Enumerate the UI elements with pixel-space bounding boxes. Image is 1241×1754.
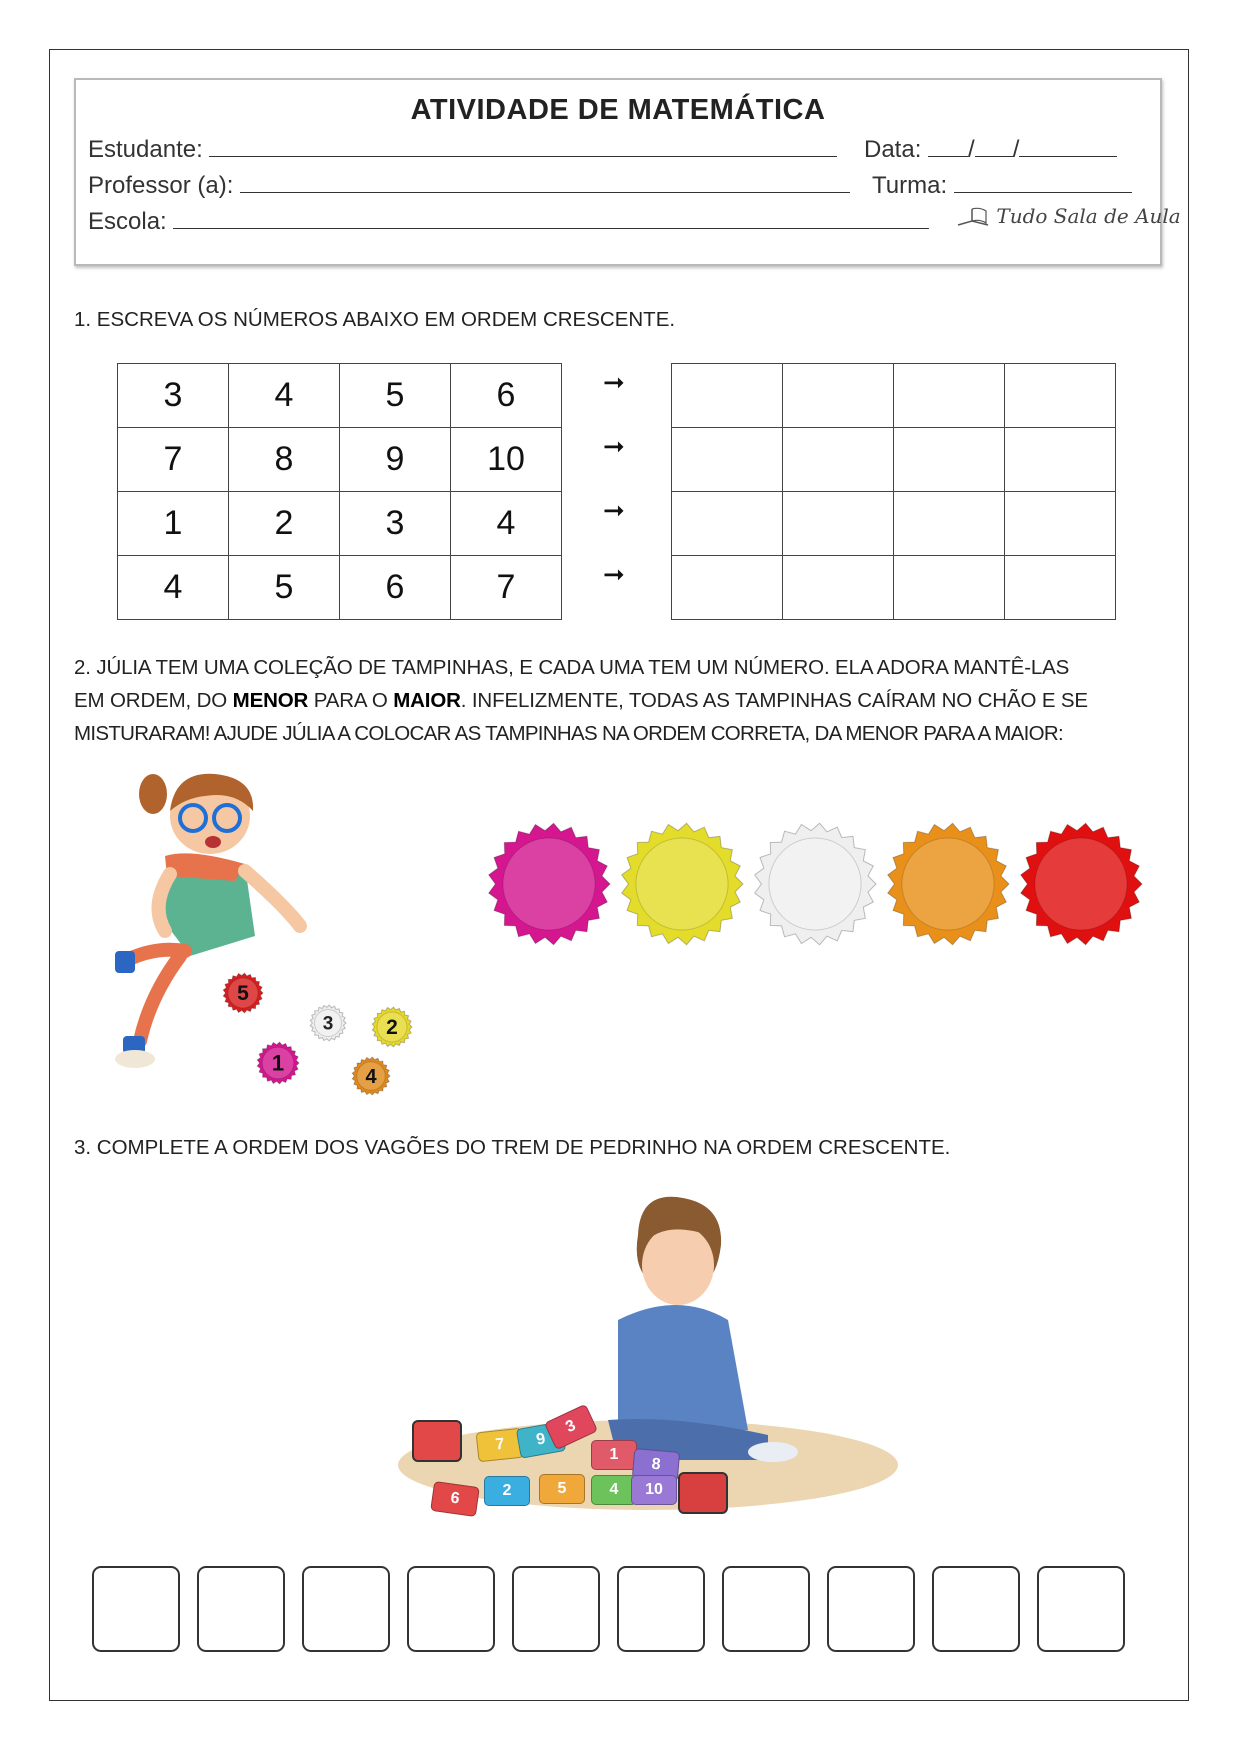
arrow-icon: ➞ — [603, 495, 625, 525]
arrow-icon: ➞ — [603, 431, 625, 461]
bottle-cap — [1019, 822, 1143, 951]
q1-answer-cell[interactable] — [672, 428, 783, 492]
arrow-icon: ➞ — [603, 559, 625, 589]
q1-row — [118, 492, 562, 556]
bottle-cap — [620, 822, 744, 951]
q2-line-3: MISTURARAM! AJUDE JÚLIA A COLOCAR AS TAMPINHAS NA ORDEM CORRETA, DA MENOR PARA A MAIOR: — [74, 722, 1063, 745]
bottle-cap — [487, 822, 611, 951]
date-month-field[interactable] — [975, 134, 1013, 157]
teacher-label: Professor (a): — [88, 172, 234, 199]
q1-number-cell: 5 — [229, 556, 340, 620]
q1-answer-cell[interactable] — [1005, 492, 1116, 556]
q1-answer-cell[interactable] — [894, 428, 1005, 492]
answer-box[interactable] — [617, 1566, 705, 1652]
q1-answer-cell[interactable] — [1005, 556, 1116, 620]
school-field[interactable] — [173, 206, 929, 229]
q1-number-cell: 5 — [340, 364, 451, 428]
q1-row — [118, 428, 562, 492]
logo-text: Tudo Sala de Aula — [996, 204, 1181, 228]
train-wagon: 3 — [544, 1404, 598, 1451]
fallen-cap — [371, 1006, 413, 1053]
date-day-field[interactable] — [928, 134, 968, 157]
logo — [956, 204, 1181, 229]
bottle-cap — [753, 822, 877, 951]
q1-number-cell: 7 — [118, 428, 229, 492]
cap-number: 1 — [271, 1050, 285, 1076]
fallen-cap — [222, 972, 264, 1019]
q1-number-cell: 4 — [229, 364, 340, 428]
train-wagon: 4 — [591, 1475, 637, 1505]
cap-number: 2 — [386, 1016, 398, 1040]
q1-number-cell: 6 — [340, 556, 451, 620]
train-wagon: 8 — [632, 1448, 680, 1482]
q1-row — [118, 556, 562, 620]
fallen-cap — [351, 1056, 391, 1101]
cap-number: 3 — [322, 1013, 334, 1035]
q2-bold-maior: MAIOR — [393, 689, 461, 712]
teacher-row — [88, 170, 850, 200]
train-wagon: 9 — [516, 1421, 567, 1459]
answer-box[interactable] — [92, 1566, 180, 1652]
answer-box[interactable] — [197, 1566, 285, 1652]
q1-answer-row — [672, 364, 1116, 428]
q1-number-cell: 4 — [118, 556, 229, 620]
answer-box[interactable] — [722, 1566, 810, 1652]
question-1-prompt: 1. ESCREVA OS NÚMEROS ABAIXO EM ORDEM CRESCENTE. — [74, 308, 676, 331]
q2-text: PARA O — [308, 689, 394, 712]
question-2-prompt — [74, 651, 1088, 750]
train-wagon: 1 — [591, 1440, 637, 1470]
train-locomotive — [412, 1420, 462, 1462]
date-separator: / — [968, 136, 975, 163]
question-3-prompt: 3. COMPLETE A ORDEM DOS VAGÕES DO TREM DE PEDRINHO NA ORDEM CRESCENTE. — [74, 1136, 951, 1159]
bottle-cap — [886, 822, 1010, 951]
q1-answer-cell[interactable] — [1005, 428, 1116, 492]
date-label: Data: — [864, 136, 922, 163]
train-wagon: 10 — [631, 1475, 677, 1505]
date-row — [864, 134, 1117, 164]
q2-line-1: 2. JÚLIA TEM UMA COLEÇÃO DE TAMPINHAS, E CADA UMA TEM UM NÚMERO. ELA ADORA MANTÊ-LAS — [74, 656, 1070, 679]
q1-number-cell: 8 — [229, 428, 340, 492]
q1-answer-cell[interactable] — [672, 492, 783, 556]
page-title: ATIVIDADE DE MATEMÁTICA — [410, 94, 826, 126]
q1-number-cell: 10 — [451, 428, 562, 492]
q1-number-cell: 1 — [118, 492, 229, 556]
student-row — [88, 134, 837, 164]
q1-numbers-grid — [117, 363, 562, 620]
q2-bold-menor: MENOR — [232, 689, 309, 712]
q1-answer-grid — [671, 363, 1116, 620]
q1-number-cell: 9 — [340, 428, 451, 492]
answer-box[interactable] — [302, 1566, 390, 1652]
q1-number-cell: 6 — [451, 364, 562, 428]
q1-row — [118, 364, 562, 428]
train-wagon: 2 — [484, 1476, 530, 1506]
class-label: Turma: — [872, 172, 948, 199]
q2-text: EM ORDEM, DO — [74, 689, 233, 712]
school-label: Escola: — [88, 208, 167, 235]
q1-answer-row — [672, 428, 1116, 492]
train-wagon: 6 — [430, 1481, 480, 1517]
school-row — [88, 206, 929, 236]
answer-box[interactable] — [1037, 1566, 1125, 1652]
cap-number: 5 — [237, 982, 249, 1006]
q1-answer-cell[interactable] — [894, 492, 1005, 556]
answer-box[interactable] — [407, 1566, 495, 1652]
q1-number-cell: 3 — [340, 492, 451, 556]
answer-box[interactable] — [827, 1566, 915, 1652]
q1-answer-row — [672, 492, 1116, 556]
train-locomotive — [678, 1472, 728, 1514]
q1-answer-cell[interactable] — [783, 492, 894, 556]
cap-number: 4 — [365, 1065, 377, 1088]
train-wagon: 5 — [539, 1474, 585, 1504]
q2-line-2 — [74, 684, 1088, 717]
q1-answer-cell[interactable] — [783, 556, 894, 620]
q1-answer-cell[interactable] — [894, 556, 1005, 620]
q1-number-cell: 2 — [229, 492, 340, 556]
answer-box[interactable] — [512, 1566, 600, 1652]
arrow-icon: ➞ — [603, 367, 625, 397]
header-box — [74, 78, 1181, 266]
q1-answer-cell[interactable] — [672, 556, 783, 620]
fallen-cap — [256, 1041, 300, 1090]
fallen-cap — [309, 1004, 347, 1047]
q1-number-cell: 7 — [451, 556, 562, 620]
q1-answer-row — [672, 556, 1116, 620]
q2-text: . INFELIZMENTE, TODAS AS TAMPINHAS CAÍRAM NO CHÃO E SE — [460, 689, 1088, 712]
student-label: Estudante: — [88, 136, 203, 163]
date-separator: / — [1012, 136, 1020, 163]
q1-number-cell: 4 — [451, 492, 562, 556]
teacher-field[interactable] — [240, 170, 850, 193]
student-field[interactable] — [209, 134, 837, 157]
pedrinho-head — [642, 1225, 714, 1305]
class-row — [872, 170, 1132, 200]
q1-answer-cell[interactable] — [672, 364, 783, 428]
q1-number-cell: 3 — [118, 364, 229, 428]
train-wagon: 7 — [476, 1428, 525, 1463]
class-field[interactable] — [954, 170, 1132, 193]
q1-answer-cell[interactable] — [783, 428, 894, 492]
q1-answer-cell[interactable] — [894, 364, 1005, 428]
julia-hair — [139, 774, 167, 814]
q1-answer-cell[interactable] — [1005, 364, 1116, 428]
book-icon — [956, 207, 990, 229]
answer-box[interactable] — [932, 1566, 1020, 1652]
q1-answer-cell[interactable] — [783, 364, 894, 428]
date-year-field[interactable] — [1019, 134, 1117, 157]
